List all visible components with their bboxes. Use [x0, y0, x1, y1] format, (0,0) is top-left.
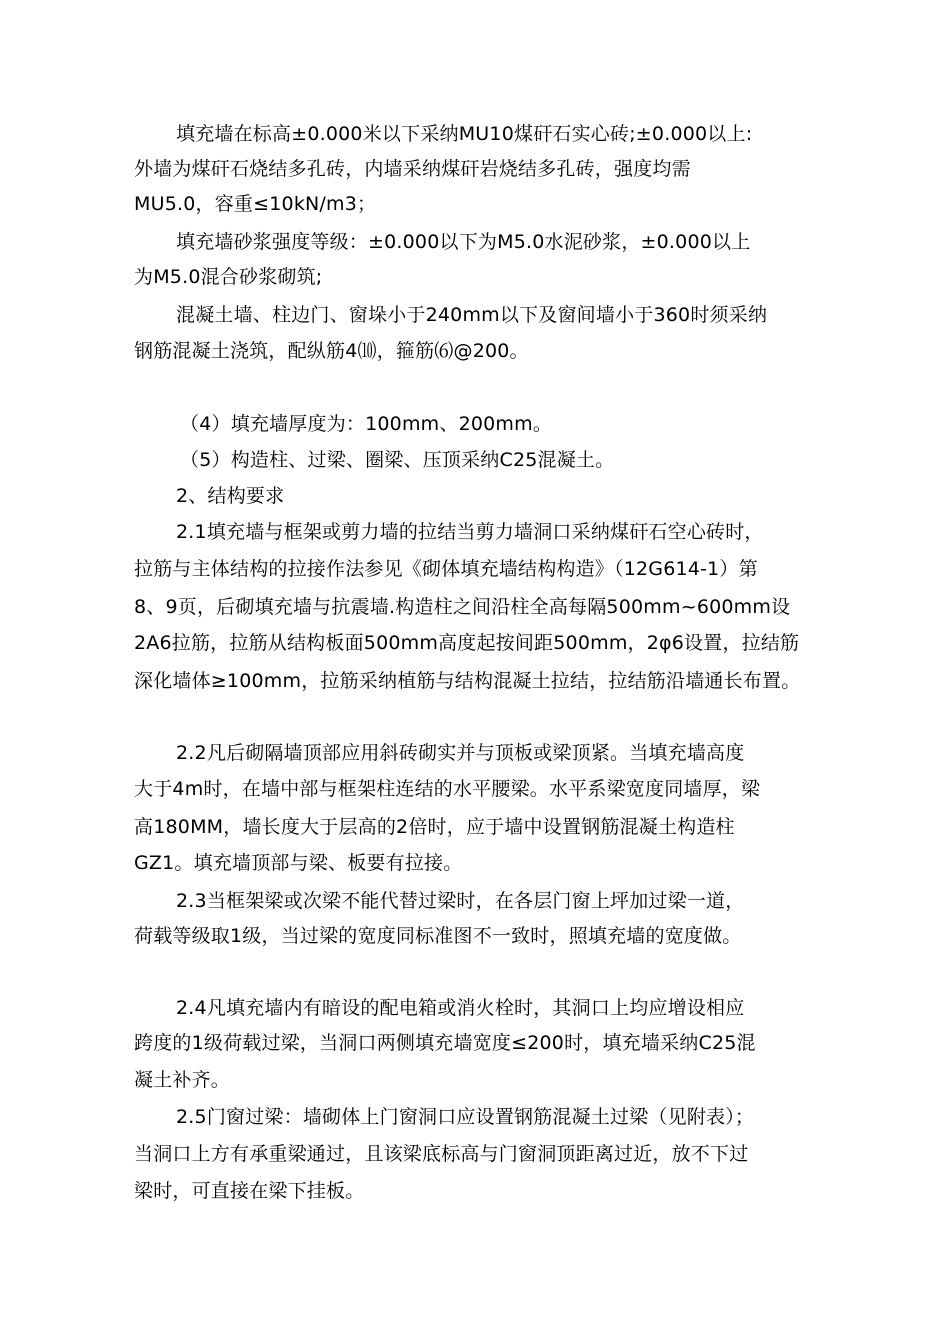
text-line: 拉筋与主体结构的拉接作法参见《砌体填充墙结构构造》（12G614-1）第: [134, 558, 758, 580]
text-line: （5）构造柱、过梁、圈梁、压顶采纳C25混凝土。: [180, 449, 615, 471]
text-line: 钢筋混凝土浇筑，配纵筋4⑽，箍筋⑹@200。: [134, 340, 529, 362]
text-line: 当洞口上方有承重梁通过，且该梁底标高与门窗洞顶距离过近，放不下过: [134, 1143, 749, 1165]
text-line: 填充墙砂浆强度等级：±0.000以下为M5.0水泥砂浆，±0.000以上: [176, 231, 751, 253]
text-line: 凝土补齐。: [134, 1069, 231, 1091]
text-line: 高180MM，墙长度大于层高的2倍时，应于墙中设置钢筋混凝土构造柱: [134, 816, 735, 838]
text-line: 2.5门窗过梁：墙砌体上门窗洞口应设置钢筋混凝土过梁（见附表）；: [176, 1106, 755, 1128]
text-line: 为M5.0混合砂浆砌筑;: [134, 266, 323, 288]
text-line: 2.2凡后砌隔墙顶部应用斜砖砌实并与顶板或梁顶紧。当填充墙高度: [176, 742, 745, 764]
text-line: 大于4m时，在墙中部与框架柱连结的水平腰梁。水平系梁宽度同墙厚，梁: [134, 778, 761, 800]
text-line: MU5.0，容重≤10kN/m3；: [134, 193, 377, 215]
text-line: 2.4凡填充墙内有暗设的配电箱或消火栓时，其洞口上均应增设相应: [176, 997, 745, 1019]
text-line: 梁时，可直接在梁下挂板。: [134, 1180, 365, 1202]
text-line: 填充墙在标高±0.000米以下采纳MU10煤矸石实心砖;±0.000以上:: [176, 123, 753, 145]
text-line: 深化墙体≥100mm，拉筋采纳植筋与结构混凝土拉结，拉结筋沿墙通长布置。: [134, 670, 801, 692]
text-line: 混凝土墙、柱边门、窗垛小于240mm以下及窗间墙小于360时须采纳: [176, 304, 768, 326]
text-line: 2.1填充墙与框架或剪力墙的拉结当剪力墙洞口采纳煤矸石空心砖时，: [176, 521, 764, 543]
text-line: 跨度的1级荷载过梁，当洞口两侧填充墙宽度≤200时，填充墙采纳C25混: [134, 1032, 756, 1054]
text-line: GZ1。填充墙顶部与梁、板要有拉接。: [134, 852, 463, 874]
text-line: （4）填充墙厚度为：100mm、200mm。: [180, 413, 553, 435]
text-line: 外墙为煤矸石烧结多孔砖，内墙采纳煤矸岩烧结多孔砖，强度均需: [134, 158, 691, 180]
section-heading: 2、结构要求: [176, 485, 285, 507]
text-line: 2.3当框架梁或次梁不能代替过梁时，在各层门窗上坪加过梁一道，: [176, 890, 745, 912]
text-line: 2A6拉筋，拉筋从结构板面500mm高度起按间距500mm，2φ6设置，拉结筋: [134, 632, 800, 654]
text-line: 8、9页，后砌填充墙与抗震墙.构造柱之间沿柱全高每隔500mm~600mm设: [134, 596, 791, 618]
text-line: 荷载等级取1级，当过梁的宽度同标准图不一致时，照填充墙的宽度做。: [134, 925, 742, 947]
